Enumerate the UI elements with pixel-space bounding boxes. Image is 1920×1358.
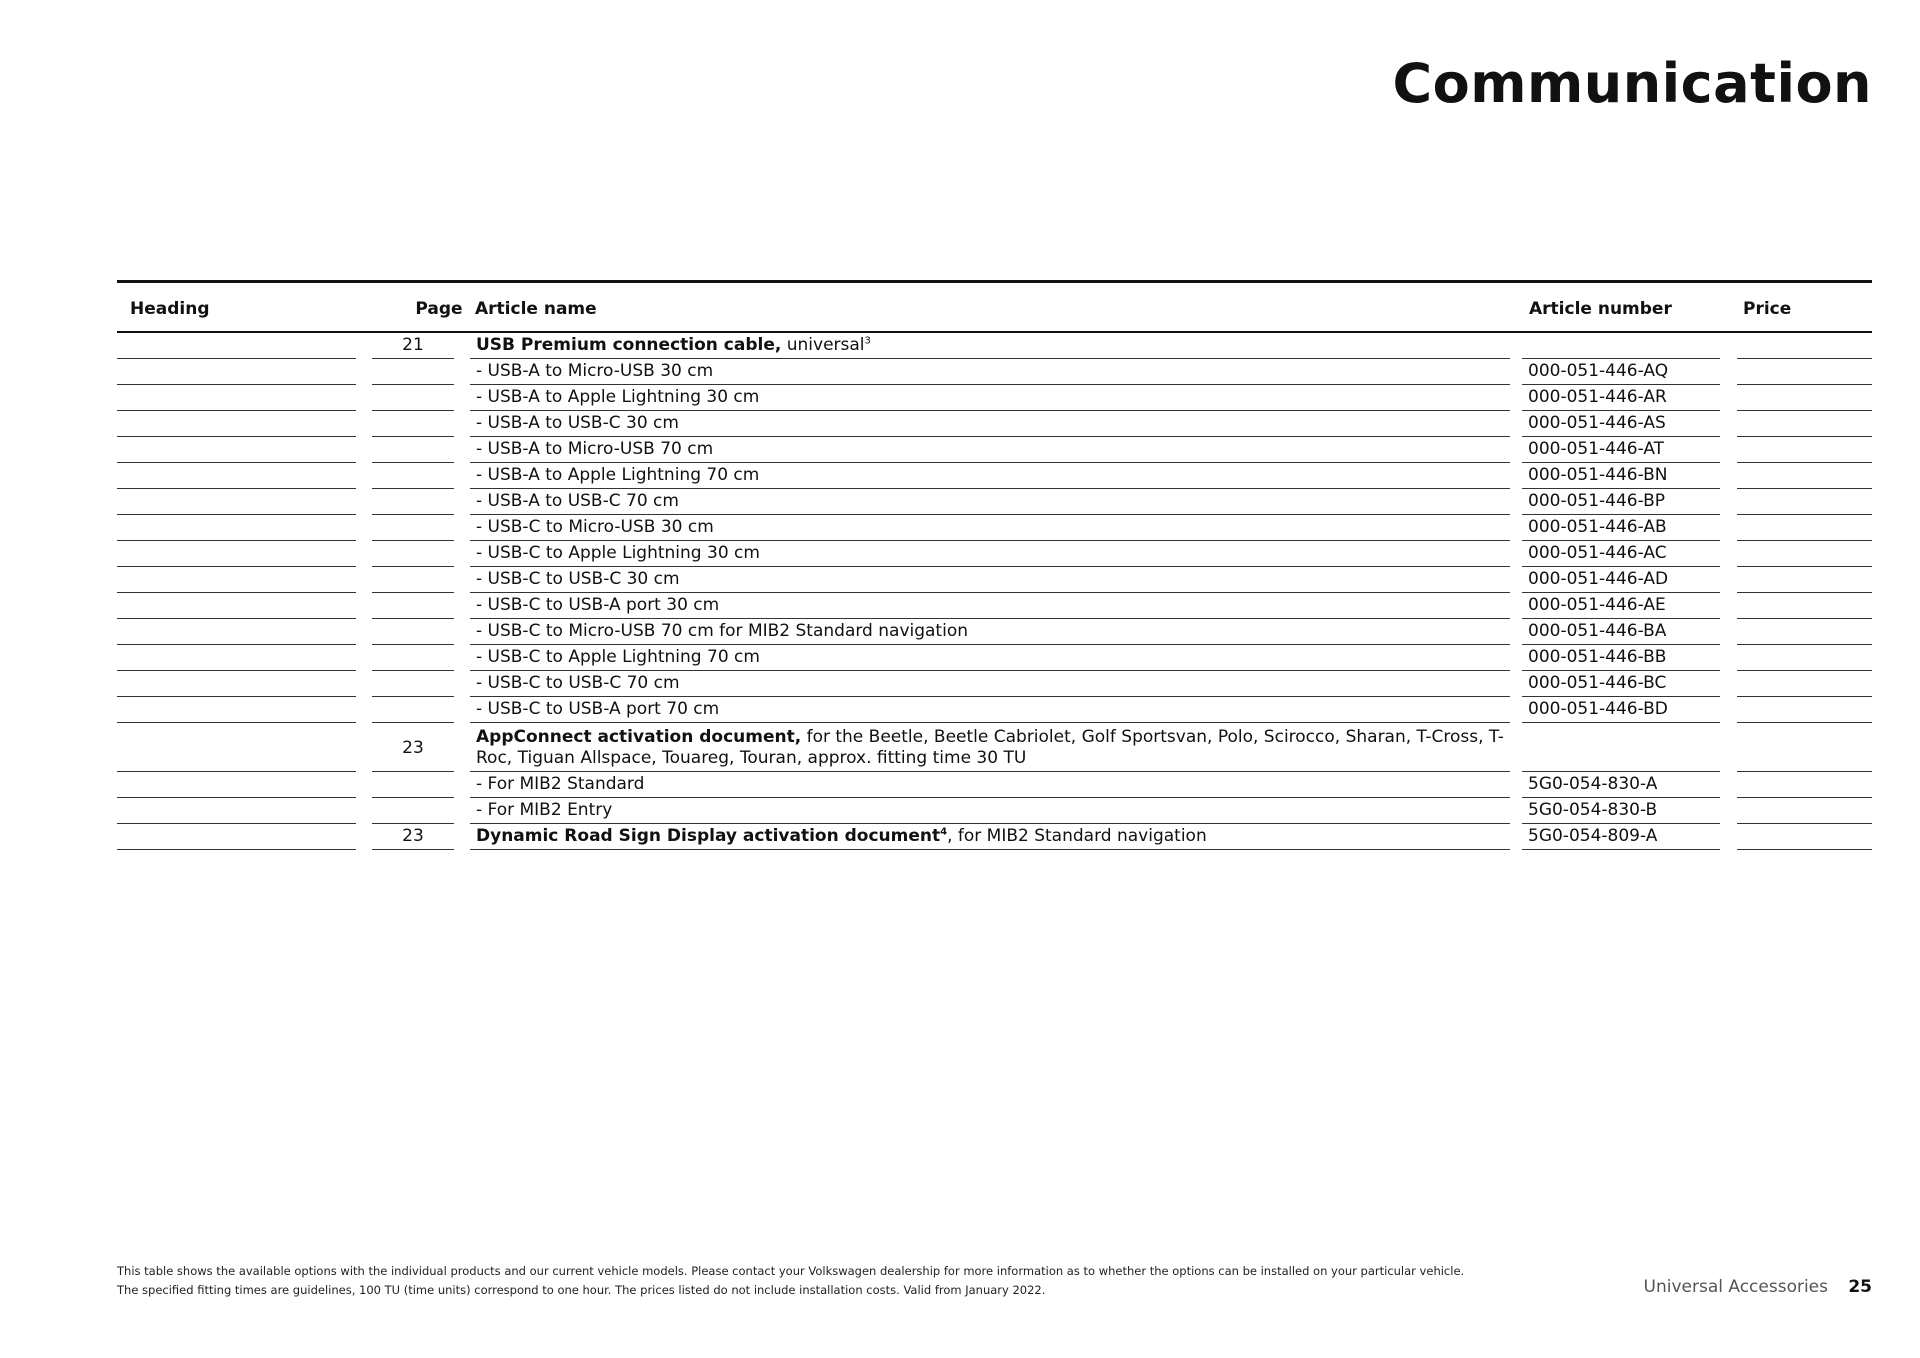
table-row xyxy=(117,333,1872,359)
footnote-marker: 3 xyxy=(864,335,871,347)
column-header-article-name: Article name xyxy=(475,299,597,319)
article-number-cell xyxy=(1522,463,1720,489)
page-cell xyxy=(372,515,454,541)
table-body xyxy=(117,333,1872,850)
article-number: 000-051-446-AE xyxy=(1528,595,1666,615)
column-header-page: Page xyxy=(415,299,463,319)
article-name-cell xyxy=(470,411,1510,437)
heading-cell xyxy=(117,593,356,619)
article-name: - USB-C to USB-C 70 cm xyxy=(476,673,680,693)
price-cell xyxy=(1737,463,1872,489)
article-number: 000-051-446-AR xyxy=(1528,387,1667,407)
article-number-cell xyxy=(1522,824,1720,850)
column-header-heading: Heading xyxy=(130,299,210,319)
article-number-cell xyxy=(1522,411,1720,437)
table-row xyxy=(117,671,1872,697)
page-cell xyxy=(372,772,454,798)
price-cell xyxy=(1737,411,1872,437)
price-cell xyxy=(1737,697,1872,723)
article-name-cell xyxy=(470,515,1510,541)
article-number-cell xyxy=(1522,697,1720,723)
price-cell xyxy=(1737,515,1872,541)
article-name-cell xyxy=(470,593,1510,619)
article-name-cell xyxy=(470,463,1510,489)
article-number-cell xyxy=(1522,798,1720,824)
article-name: universal xyxy=(781,335,865,355)
article-number: 000-051-446-BN xyxy=(1528,465,1668,485)
article-name: - USB-A to USB-C 30 cm xyxy=(476,413,679,433)
price-cell xyxy=(1737,593,1872,619)
page-cell xyxy=(372,723,454,772)
table-row xyxy=(117,798,1872,824)
footnote-line-1: This table shows the available options with the individual products and our current vehicle models. Please contact your Volkswagen dealership for more information as to whether the options can be installed on your particular vehicle. xyxy=(117,1264,1465,1278)
article-name-cell xyxy=(470,541,1510,567)
article-name-cell xyxy=(470,567,1510,593)
article-name-bold: Dynamic Road Sign Display activation document xyxy=(476,826,941,846)
article-name-bold: AppConnect activation document, xyxy=(476,727,802,747)
table-row xyxy=(117,385,1872,411)
article-name: - For MIB2 Entry xyxy=(476,800,613,820)
column-header-article-number: Article number xyxy=(1529,299,1672,319)
article-number-cell xyxy=(1522,645,1720,671)
page-cell xyxy=(372,619,454,645)
heading-cell xyxy=(117,723,356,772)
page-number: 23 xyxy=(402,826,424,846)
heading-cell xyxy=(117,437,356,463)
heading-cell xyxy=(117,697,356,723)
article-name-cell xyxy=(470,645,1510,671)
page-cell xyxy=(372,489,454,515)
page-cell xyxy=(372,824,454,850)
page-cell xyxy=(372,567,454,593)
price-cell xyxy=(1737,567,1872,593)
footnote xyxy=(117,1262,1464,1300)
page-cell xyxy=(372,541,454,567)
table-row xyxy=(117,593,1872,619)
page-cell xyxy=(372,359,454,385)
price-cell xyxy=(1737,671,1872,697)
table-row xyxy=(117,824,1872,850)
table-row xyxy=(117,723,1872,772)
article-number-cell xyxy=(1522,619,1720,645)
article-name: - USB-C to Apple Lightning 30 cm xyxy=(476,543,760,563)
price-cell xyxy=(1737,359,1872,385)
article-name: for the Beetle, Beetle Cabriolet, Golf Sportsvan, Polo, Scirocco, Sharan, T-Cross, T-Roc, Tiguan Allspace, Touareg, Touran, approx. fitting time 30 TU xyxy=(476,727,1504,768)
price-cell xyxy=(1737,824,1872,850)
article-number: 5G0-054-830-B xyxy=(1528,800,1658,820)
page-cell xyxy=(372,593,454,619)
price-cell xyxy=(1737,619,1872,645)
article-number: 000-051-446-BA xyxy=(1528,621,1667,641)
article-name: - USB-A to Apple Lightning 70 cm xyxy=(476,465,760,485)
article-number-cell xyxy=(1522,437,1720,463)
article-name: - USB-A to Micro-USB 70 cm xyxy=(476,439,714,459)
heading-cell xyxy=(117,798,356,824)
article-number: 000-051-446-AD xyxy=(1528,569,1669,589)
page-title: Communication xyxy=(1392,52,1872,115)
article-name-bold: USB Premium connection cable, xyxy=(476,335,782,355)
article-name: - For MIB2 Standard xyxy=(476,774,645,794)
page-cell xyxy=(372,411,454,437)
article-number: 000-051-446-BB xyxy=(1528,647,1667,667)
article-number: 000-051-446-AS xyxy=(1528,413,1666,433)
article-number-cell xyxy=(1522,385,1720,411)
heading-cell xyxy=(117,567,356,593)
page-cell xyxy=(372,798,454,824)
price-cell xyxy=(1737,723,1872,772)
article-number: 000-051-446-AQ xyxy=(1528,361,1669,381)
page-number: 23 xyxy=(402,738,424,758)
article-name: - USB-A to Apple Lightning 30 cm xyxy=(476,387,760,407)
heading-cell xyxy=(117,645,356,671)
footnote-line-2: The specified fitting times are guidelines, 100 TU (time units) correspond to one hour. The prices listed do not include installation costs. Valid from January 2022. xyxy=(117,1283,1046,1297)
article-number: 5G0-054-809-A xyxy=(1528,826,1658,846)
price-cell xyxy=(1737,772,1872,798)
column-header-price: Price xyxy=(1743,299,1792,319)
heading-cell xyxy=(117,359,356,385)
price-cell xyxy=(1737,385,1872,411)
page-cell xyxy=(372,645,454,671)
article-name-cell xyxy=(470,489,1510,515)
article-number: 000-051-446-AT xyxy=(1528,439,1665,459)
heading-cell xyxy=(117,411,356,437)
table-header xyxy=(117,283,1872,333)
article-name-cell xyxy=(470,619,1510,645)
article-number: 000-051-446-BD xyxy=(1528,699,1668,719)
article-name: , for MIB2 Standard navigation xyxy=(947,826,1207,846)
article-name: - USB-C to USB-C 30 cm xyxy=(476,569,680,589)
article-name: - USB-A to Micro-USB 30 cm xyxy=(476,361,714,381)
heading-cell xyxy=(117,515,356,541)
table-row xyxy=(117,437,1872,463)
heading-cell xyxy=(117,541,356,567)
article-name: - USB-C to Micro-USB 70 cm for MIB2 Standard navigation xyxy=(476,621,968,641)
price-cell xyxy=(1737,437,1872,463)
heading-cell xyxy=(117,824,356,850)
heading-cell xyxy=(117,333,356,359)
article-number: 5G0-054-830-A xyxy=(1528,774,1658,794)
article-name-cell xyxy=(470,333,1510,359)
article-name: - USB-C to USB-A port 30 cm xyxy=(476,595,720,615)
article-name-cell xyxy=(470,798,1510,824)
article-name-cell xyxy=(470,697,1510,723)
heading-cell xyxy=(117,619,356,645)
table-row xyxy=(117,359,1872,385)
article-number-cell xyxy=(1522,567,1720,593)
table-row xyxy=(117,567,1872,593)
article-name-cell xyxy=(470,437,1510,463)
article-number-cell xyxy=(1522,671,1720,697)
article-name-cell xyxy=(470,385,1510,411)
article-number: 000-051-446-AB xyxy=(1528,517,1667,537)
price-cell xyxy=(1737,645,1872,671)
heading-cell xyxy=(117,489,356,515)
heading-cell xyxy=(117,671,356,697)
accessories-table xyxy=(117,280,1872,850)
heading-cell xyxy=(117,463,356,489)
table-row xyxy=(117,645,1872,671)
article-name: - USB-C to USB-A port 70 cm xyxy=(476,699,720,719)
page-cell xyxy=(372,333,454,359)
page-cell xyxy=(372,463,454,489)
table-row xyxy=(117,463,1872,489)
article-name-cell xyxy=(470,723,1510,772)
price-cell xyxy=(1737,333,1872,359)
article-number-cell xyxy=(1522,541,1720,567)
table-row xyxy=(117,619,1872,645)
table-row xyxy=(117,411,1872,437)
page-number: 21 xyxy=(402,335,424,355)
table-row xyxy=(117,697,1872,723)
footer-page-number: 25 xyxy=(1848,1277,1872,1297)
heading-cell xyxy=(117,772,356,798)
article-number: 000-051-446-BC xyxy=(1528,673,1667,693)
table-row xyxy=(117,772,1872,798)
article-name-cell xyxy=(470,359,1510,385)
article-name-cell xyxy=(470,671,1510,697)
article-number-cell xyxy=(1522,593,1720,619)
article-number-cell xyxy=(1522,723,1720,772)
price-cell xyxy=(1737,541,1872,567)
article-number: 000-051-446-AC xyxy=(1528,543,1667,563)
table-row xyxy=(117,515,1872,541)
article-name-cell xyxy=(470,772,1510,798)
page-cell xyxy=(372,437,454,463)
article-number-cell xyxy=(1522,359,1720,385)
price-cell xyxy=(1737,489,1872,515)
article-name: - USB-A to USB-C 70 cm xyxy=(476,491,679,511)
page-cell xyxy=(372,697,454,723)
article-number-cell xyxy=(1522,515,1720,541)
article-number-cell xyxy=(1522,489,1720,515)
price-cell xyxy=(1737,798,1872,824)
article-name-cell xyxy=(470,824,1510,850)
article-number-cell xyxy=(1522,772,1720,798)
table-row xyxy=(117,541,1872,567)
article-name: - USB-C to Micro-USB 30 cm xyxy=(476,517,714,537)
article-number-cell xyxy=(1522,333,1720,359)
page-cell xyxy=(372,671,454,697)
page-cell xyxy=(372,385,454,411)
table-row xyxy=(117,489,1872,515)
footnote-marker: 4 xyxy=(940,826,948,838)
heading-cell xyxy=(117,385,356,411)
footer-section-name: Universal Accessories xyxy=(1643,1277,1828,1297)
article-name: - USB-C to Apple Lightning 70 cm xyxy=(476,647,760,667)
article-number: 000-051-446-BP xyxy=(1528,491,1666,511)
